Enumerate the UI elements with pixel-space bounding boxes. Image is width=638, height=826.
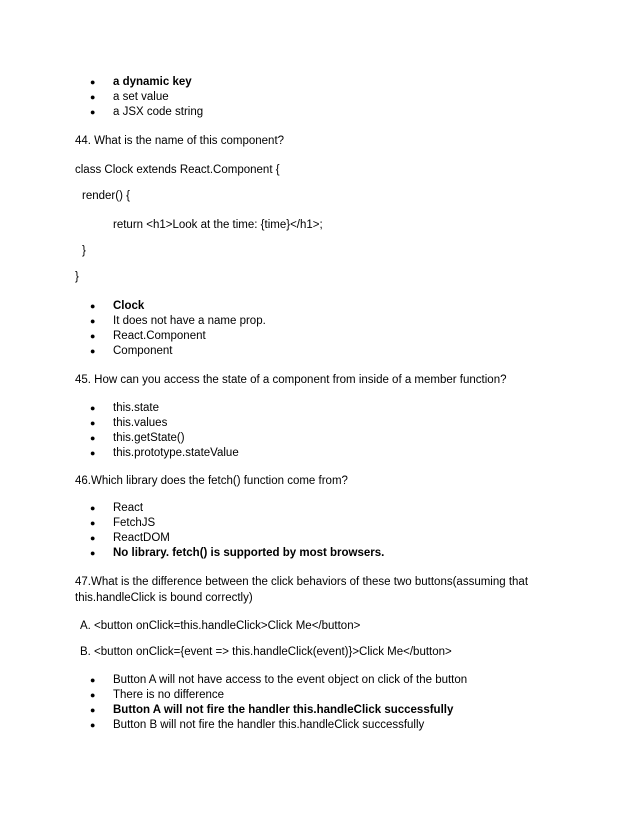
- option-text: Component: [113, 345, 173, 357]
- option-text: React.Component: [113, 330, 206, 342]
- option-text: this.prototype.stateValue: [113, 447, 239, 459]
- code-line: render() {: [82, 190, 130, 202]
- bullet-icon: ●: [90, 301, 96, 311]
- bullet-icon: ●: [90, 77, 96, 87]
- option-text: There is no difference: [113, 689, 225, 701]
- bullet-icon: ●: [90, 548, 96, 558]
- bullet-icon: ●: [90, 316, 96, 326]
- bullet-icon: ●: [90, 92, 96, 102]
- bullet-icon: ●: [90, 107, 96, 117]
- bullet-icon: ●: [90, 448, 96, 458]
- option-text: Button A will not have access to the event object on click of the button: [113, 674, 468, 686]
- option-text: It does not have a name prop.: [113, 315, 266, 327]
- question-44: 44. What is the name of this component?: [75, 135, 285, 147]
- option-text: React: [113, 502, 144, 514]
- bullet-icon: ●: [90, 418, 96, 428]
- bullet-icon: ●: [90, 403, 96, 413]
- option-text: ReactDOM: [113, 532, 170, 544]
- code-line: }: [82, 245, 86, 257]
- option-text: Button B will not fire the handler this.handleClick successfully: [113, 719, 425, 731]
- option-text: this.state: [113, 402, 160, 414]
- option-text: Clock: [113, 300, 145, 312]
- question-45: 45. How can you access the state of a component from inside of a member function?: [75, 374, 507, 386]
- bullet-icon: ●: [90, 705, 96, 715]
- bullet-icon: ●: [90, 720, 96, 730]
- bullet-icon: ●: [90, 331, 96, 341]
- option-text: a set value: [113, 91, 169, 103]
- code-line: A. <button onClick=this.handleClick>Click Me</button>: [80, 620, 361, 632]
- code-line: }: [75, 271, 79, 283]
- option-text: a dynamic key: [113, 76, 192, 88]
- option-text: No library. fetch() is supported by most browsers.: [113, 547, 385, 559]
- bullet-icon: ●: [90, 346, 96, 356]
- question-47-line2: this.handleClick is bound correctly): [75, 592, 253, 604]
- bullet-icon: ●: [90, 533, 96, 543]
- code-line: return <h1>Look at the time: {time}</h1>;: [113, 219, 323, 231]
- bullet-icon: ●: [90, 518, 96, 528]
- bullet-icon: ●: [90, 690, 96, 700]
- option-text: a JSX code string: [113, 106, 204, 118]
- bullet-icon: ●: [90, 433, 96, 443]
- bullet-icon: ●: [90, 503, 96, 513]
- question-46: 46.Which library does the fetch() function come from?: [75, 475, 348, 487]
- option-text: Button A will not fire the handler this.handleClick successfully: [113, 704, 454, 716]
- code-line: B. <button onClick={event => this.handleClick(event)}>Click Me</button>: [80, 646, 452, 658]
- bullet-icon: ●: [90, 675, 96, 685]
- code-line: class Clock extends React.Component {: [75, 164, 280, 176]
- question-47-line1: 47.What is the difference between the click behaviors of these two buttons(assuming that: [75, 576, 529, 588]
- option-text: FetchJS: [113, 517, 156, 529]
- option-text: this.values: [113, 417, 168, 429]
- option-text: this.getState(): [113, 432, 185, 444]
